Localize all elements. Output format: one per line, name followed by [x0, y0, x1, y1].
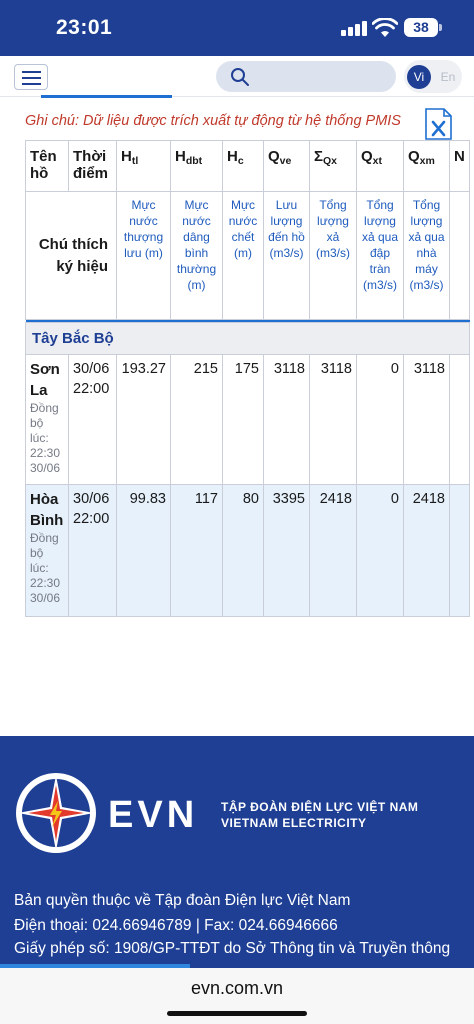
browser-address-bar[interactable]	[0, 968, 474, 1024]
reservoir-name: Hòa Bình	[30, 491, 64, 529]
wifi-icon	[372, 18, 398, 38]
col-hc-header: $H_c$	[223, 141, 264, 192]
desc-qxm: Tổng lượng xả qua nhà máy (m3/s)	[404, 192, 450, 320]
company-name-en: VIETNAM ELECTRICITY	[221, 816, 367, 830]
license-text: Giấy phép số: 1908/GP-TTĐT do Sở Thông tin và Truyền thông	[14, 940, 451, 957]
col-time-header: Thời điểm	[69, 141, 117, 192]
hdbt-cell: 117	[171, 485, 223, 617]
lang-en-button[interactable]: En	[440, 70, 456, 84]
menu-button[interactable]	[14, 64, 48, 90]
desc-hc: Mực nước chết (m)	[223, 192, 264, 320]
col-qve-header: $Q_{ve}$	[264, 141, 310, 192]
language-switcher	[404, 60, 462, 93]
table-row	[26, 485, 470, 617]
navbar	[0, 56, 474, 97]
sync-time: Đồng bộ lúc: 22:30 30/06	[30, 401, 61, 475]
reservoir-name-cell	[26, 355, 69, 485]
search-input[interactable]	[216, 61, 396, 92]
col-sqx-header: $\Sigma_{Qx}$	[310, 141, 357, 192]
nav-active-indicator	[41, 95, 172, 98]
region-row	[26, 323, 470, 355]
desc-qve: Lưu lượng đến hồ (m3/s)	[264, 192, 310, 320]
time-cell: 30/06 22:00	[69, 355, 117, 485]
time-cell: 30/06 22:00	[69, 485, 117, 617]
sync-time: Đồng bộ lúc: 22:30 30/06	[30, 531, 61, 605]
qve-cell: 3118	[264, 355, 310, 485]
htl-cell: 99.83	[117, 485, 171, 617]
company-name-vn: TẬP ĐOÀN ĐIỆN LỰC VIỆT NAM	[221, 800, 419, 814]
qxm-cell: 3118	[404, 355, 450, 485]
reservoir-name: Sơn La	[30, 361, 60, 399]
qxt-cell: 0	[357, 485, 404, 617]
status-time: 23:01	[56, 16, 113, 39]
battery-indicator: 38	[404, 18, 438, 37]
region-label: Tây Bắc Bộ	[26, 323, 470, 355]
col-name-header: Tên hồ	[26, 141, 69, 192]
home-indicator[interactable]	[167, 1011, 307, 1016]
col-qxm-header: $Q_{xm}$	[404, 141, 450, 192]
site-footer	[0, 736, 474, 968]
copyright-text: Bản quyền thuộc về Tập đoàn Điện lực Việt Nam	[14, 892, 351, 909]
hc-cell: 80	[223, 485, 264, 617]
table-header-row	[26, 141, 470, 192]
sqx-cell: 3118	[310, 355, 357, 485]
hc-cell: 175	[223, 355, 264, 485]
desc-qxt: Tổng lượng xả qua đập tràn (m3/s)	[357, 192, 404, 320]
qxt-cell: 0	[357, 355, 404, 485]
col-hdbt-header: $H_{dbt}$	[171, 141, 223, 192]
qve-cell: 3395	[264, 485, 310, 617]
desc-hdbt: Mực nước dâng bình thường (m)	[171, 192, 223, 320]
sqx-cell: 2418	[310, 485, 357, 617]
legend-row	[26, 192, 470, 320]
evn-brand-text: EVN	[108, 794, 199, 836]
col-next-header: N	[450, 141, 470, 192]
desc-htl: Mực nước thượng lưu (m)	[117, 192, 171, 320]
legend-label: Chú thích ký hiệu	[26, 192, 117, 320]
url-text[interactable]: evn.com.vn	[190, 978, 284, 998]
htl-cell: 193.27	[117, 355, 171, 485]
lang-vi-button[interactable]: Vi	[407, 65, 431, 89]
reservoir-name-cell	[26, 485, 69, 617]
contact-text: Điện thoại: 024.66946789 | Fax: 024.66946666	[14, 917, 338, 934]
data-source-note: Ghi chú: Dữ liệu được trích xuất tự động từ hệ thống PMIS	[25, 113, 401, 129]
status-bar	[0, 0, 474, 56]
desc-sqx: Tổng lượng xả (m3/s)	[310, 192, 357, 320]
col-htl-header: $H_{tl}$	[117, 141, 171, 192]
hdbt-cell: 215	[171, 355, 223, 485]
reservoir-table	[25, 140, 470, 617]
excel-export-icon[interactable]	[425, 108, 452, 140]
cellular-signal-icon	[341, 20, 367, 36]
search-icon	[230, 67, 250, 87]
table-row	[26, 355, 470, 485]
evn-logo-icon	[14, 771, 98, 855]
qxm-cell: 2418	[404, 485, 450, 617]
battery-tip-icon	[439, 24, 442, 31]
col-qxt-header: $Q_{xt}$	[357, 141, 404, 192]
